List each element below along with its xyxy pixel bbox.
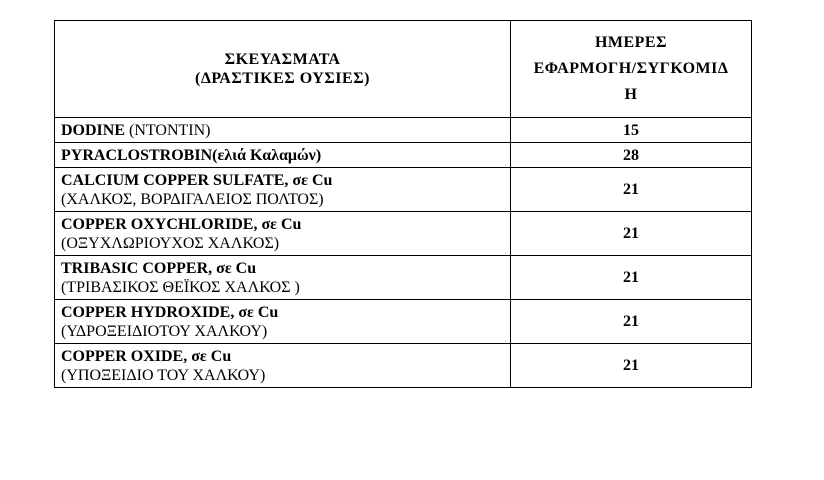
table-header-row	[55, 21, 752, 118]
products-table	[54, 20, 752, 388]
product-name: TRIBASIC COPPER, σε Cu	[61, 259, 257, 277]
table-row	[55, 118, 752, 143]
header-products	[55, 21, 511, 118]
table-row	[55, 212, 752, 256]
product-name: CALCIUM COPPER SULFATE, σε Cu	[61, 171, 333, 189]
product-subtitle: (ΟΞΥΧΛΩΡΙΟΥΧΟΣ ΧΑΛΚΟΣ)	[61, 234, 280, 252]
product-subtitle: (ΧΑΛΚΟΣ, ΒΟΡΔΙΓΑΛΕΙΟΣ ΠΟΛΤΟΣ)	[61, 190, 324, 208]
product-name: COPPER HYDROXIDE, σε Cu	[61, 303, 279, 321]
product-cell	[55, 212, 511, 256]
header-days-line1: ΗΜΕΡΕΣ	[594, 34, 668, 51]
product-subtitle: (ΤΡΙΒΑΣΙΚΟΣ ΘΕΪΚΟΣ ΧΑΛΚΟΣ )	[61, 278, 300, 296]
product-cell	[55, 256, 511, 300]
days-value: 21	[511, 256, 752, 300]
product-subtitle: (ΥΠΟΞΕΙΔΙΟ ΤΟΥ ΧΑΛΚΟΥ)	[61, 366, 266, 384]
table-row	[55, 256, 752, 300]
product-name: COPPER OXYCHLORIDE, σε Cu	[61, 215, 302, 233]
days-value: 21	[511, 300, 752, 344]
days-value: 21	[511, 344, 752, 388]
product-subtitle: (ΥΔΡΟΞΕΙΔΙΟΤΟΥ ΧΑΛΚΟΥ)	[61, 322, 268, 340]
header-products-subtitle: (ΔΡΑΣΤΙΚΕΣ ΟΥΣΙΕΣ)	[194, 70, 370, 87]
header-days-line2: ΕΦΑΡΜΟΓΗ/ΣΥΓΚΟΜΙΔ	[533, 60, 729, 77]
product-cell	[55, 143, 511, 168]
table-row	[55, 300, 752, 344]
days-value: 15	[511, 118, 752, 143]
product-cell	[55, 168, 511, 212]
days-value: 28	[511, 143, 752, 168]
header-days	[511, 21, 752, 118]
product-name: PYRACLOSTROBIN(ελιά Καλαμών)	[61, 146, 322, 164]
product-name-detail: (ΝΤΟΝΤΙΝ)	[125, 121, 211, 139]
product-cell	[55, 344, 511, 388]
product-cell	[55, 118, 511, 143]
days-value: 21	[511, 168, 752, 212]
table-row	[55, 168, 752, 212]
table-row	[55, 143, 752, 168]
product-name: COPPER OXIDE, σε Cu	[61, 347, 232, 365]
header-products-title: ΣΚΕΥΑΣΜΑΤΑ	[224, 51, 341, 68]
header-days-line3: Η	[624, 86, 638, 103]
product-cell	[55, 300, 511, 344]
days-value: 21	[511, 212, 752, 256]
table-row	[55, 344, 752, 388]
product-name: DODINE	[61, 121, 126, 139]
